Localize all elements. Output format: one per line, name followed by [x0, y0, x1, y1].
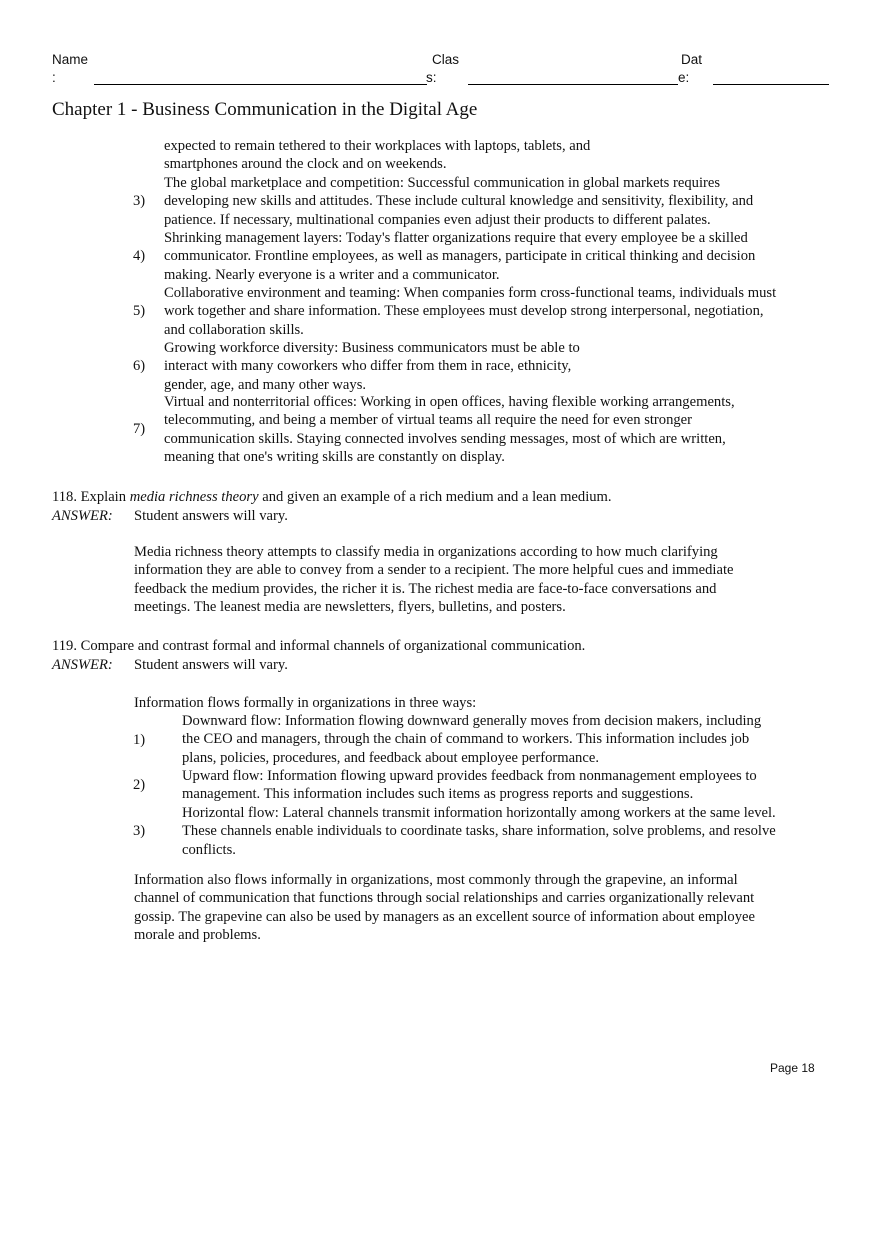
- text-line: Collaborative environment and teaming: When companies form cross-functional teams, individuals must: [164, 285, 777, 301]
- page-title: Chapter 1 - Business Communication in the Digital Age: [52, 99, 478, 120]
- date-field-line[interactable]: [713, 84, 829, 85]
- text-line: conflicts.: [182, 841, 236, 858]
- text-line: The global marketplace and competition: Successful communication in global markets requires: [164, 175, 721, 191]
- list-item-trend-7: [164, 393, 735, 466]
- question-text: and given an example of a rich medium and a lean medium.: [258, 489, 612, 505]
- question-118: [52, 488, 612, 506]
- text-line: Growing workforce diversity: Business communicators must be able to: [164, 340, 580, 356]
- class-label: Clas: [432, 52, 460, 67]
- text-line: management. This information includes such items as progress reports and suggestions.: [182, 786, 694, 803]
- list-item-trend-4: [164, 229, 755, 284]
- name-label: Name: [52, 52, 89, 67]
- text-line: and collaboration skills.: [164, 321, 304, 338]
- text-line: plans, policies, procedures, and feedback about employee performance.: [182, 749, 599, 766]
- text-line: meaning that one's writing skills are constantly on display.: [164, 448, 505, 465]
- text-line: Upward flow: Information flowing upward provides feedback from nonmanagement employees to: [182, 768, 757, 784]
- text-line: feedback the medium provides, the richer it is. The richest media are face-to-face conversations and: [134, 580, 717, 597]
- text-line: smartphones around the clock and on weekends.: [164, 156, 447, 173]
- answer-text: Student answers will vary.: [134, 657, 288, 673]
- question-text: 118. Explain: [52, 489, 130, 505]
- list-item-trend-3: [164, 174, 753, 229]
- text-line: Information also flows informally in organizations, most commonly through the grapevine, an informal: [134, 872, 738, 888]
- text-line: Media richness theory attempts to classify media in organizations according to how much clarifying: [134, 544, 718, 560]
- list-number: 3): [133, 193, 146, 209]
- text-line: information they are able to convey from a sender to a recipient. The more helpful cues and immediate: [134, 562, 734, 579]
- text-line: patience. If necessary, multinational companies even adjust their products to different palates.: [164, 211, 711, 228]
- text-line: Horizontal flow: Lateral channels transmit information horizontally among workers at the same level.: [182, 805, 776, 821]
- name-label-colon: :: [52, 70, 56, 85]
- closing-paragraph: [134, 871, 755, 944]
- list-number: 3): [133, 823, 146, 839]
- list-item-downward-flow: [182, 712, 761, 767]
- answer-text: Student answers will vary.: [134, 508, 288, 524]
- flows-intro: Information flows formally in organizations in three ways:: [134, 695, 477, 711]
- text-line: communicator. Frontline employees, as well as managers, participate in critical thinking and decision: [164, 248, 756, 265]
- answer-label: ANSWER:: [52, 508, 113, 524]
- text-line: meetings. The leanest media are newsletters, flyers, bulletins, and posters.: [134, 598, 566, 615]
- text-line: telecommuting, and being a member of virtual teams all require the need for even stronger: [164, 412, 693, 429]
- text-line: Virtual and nonterritorial offices: Working in open offices, having flexible working arrangements,: [164, 394, 735, 410]
- list-number: 6): [133, 358, 146, 374]
- continued-text: [164, 137, 590, 174]
- question-term: media richness theory: [129, 489, 259, 505]
- class-field-line[interactable]: [468, 84, 678, 85]
- text-line: work together and share information. These employees must develop strong interpersonal, negotiation,: [164, 303, 764, 320]
- text-line: These channels enable individuals to coordinate tasks, share information, solve problems, and resolve: [182, 823, 776, 840]
- text-line: gender, age, and many other ways.: [164, 376, 367, 393]
- list-number: 1): [133, 732, 146, 748]
- text-line: Downward flow: Information flowing downward generally moves from decision makers, including: [182, 713, 762, 729]
- page-number: Page 18: [770, 1061, 815, 1075]
- answer-label: ANSWER:: [52, 657, 113, 673]
- list-number: 4): [133, 248, 146, 264]
- answer-paragraph: [134, 543, 733, 616]
- text-line: expected to remain tethered to their workplaces with laptops, tablets, and: [164, 138, 591, 154]
- text-line: making. Nearly everyone is a writer and a communicator.: [164, 266, 500, 283]
- list-item-trend-6: [164, 339, 580, 394]
- class-label-suffix: s:: [426, 70, 437, 85]
- list-item-trend-5: [164, 284, 776, 339]
- text-line: interact with many coworkers who differ from them in race, ethnicity,: [164, 358, 572, 375]
- text-line: communication skills. Staying connected involves sending messages, most of which are written,: [164, 430, 726, 447]
- date-label-suffix: e:: [678, 70, 690, 85]
- list-number: 2): [133, 777, 146, 793]
- name-field-line[interactable]: [94, 84, 427, 85]
- text-line: the CEO and managers, through the chain of command to workers. This information includes job: [182, 731, 750, 748]
- date-label: Dat: [681, 52, 703, 67]
- text-line: gossip. The grapevine can also be used by managers as an excellent source of information about employee: [134, 908, 755, 925]
- text-line: Shrinking management layers: Today's flatter organizations require that every employee be a skilled: [164, 230, 748, 246]
- text-line: channel of communication that functions through social relationships and carries organizationally relevant: [134, 890, 755, 907]
- list-item-upward-flow: [182, 767, 757, 804]
- list-item-horizontal-flow: [182, 804, 776, 859]
- list-number: 7): [133, 421, 146, 437]
- text-line: developing new skills and attitudes. These include cultural knowledge and sensitivity, flexibility, and: [164, 193, 754, 210]
- text-line: morale and problems.: [134, 926, 261, 943]
- list-number: 5): [133, 303, 146, 319]
- question-119: 119. Compare and contrast formal and informal channels of organizational communication.: [52, 638, 586, 654]
